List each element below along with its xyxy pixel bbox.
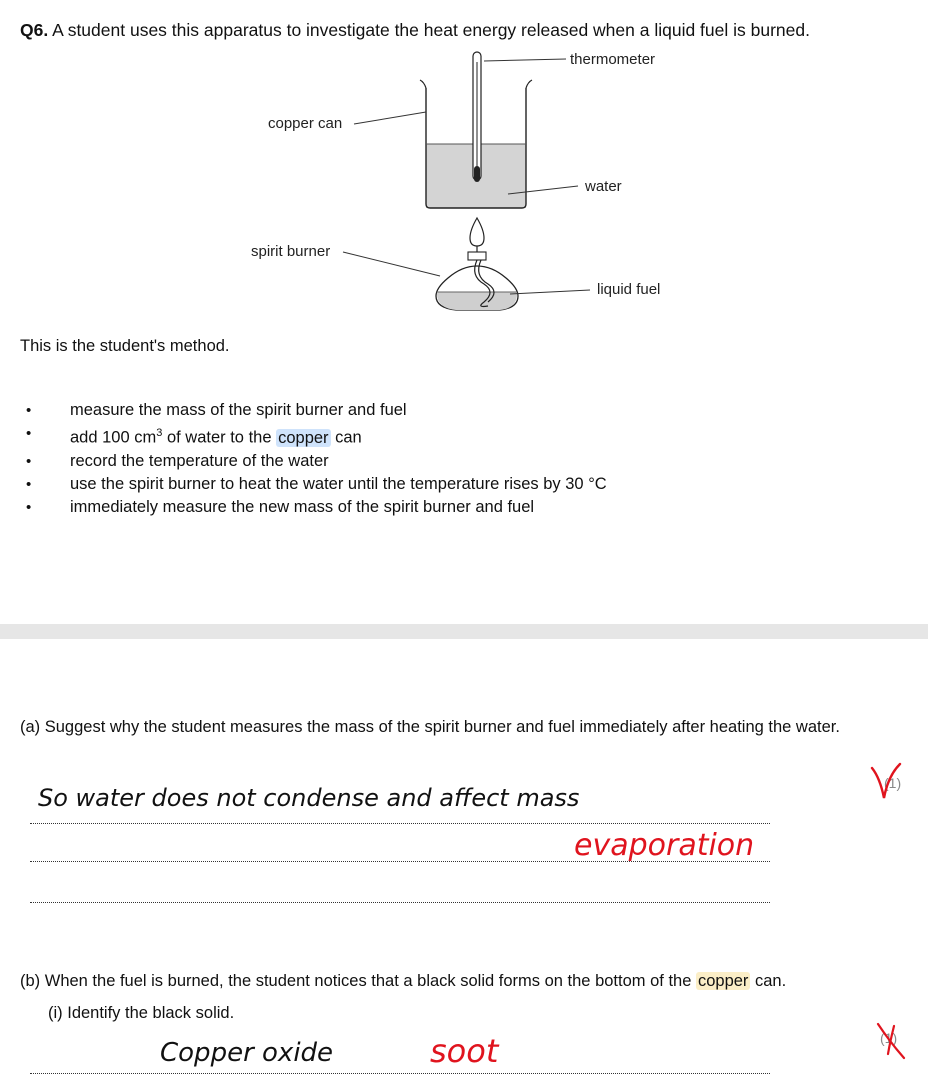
- part-b-marks: (1): [880, 1030, 898, 1046]
- question-text: A student uses this apparatus to investigate the heat energy released when a liquid fuel is burned.: [52, 20, 810, 40]
- part-a-question: (a) Suggest why the student measures the mass of the spirit burner and fuel immediately after heating the water.: [20, 718, 840, 736]
- apparatus-diagram: [0, 40, 928, 330]
- copper-can-label: copper can: [268, 115, 343, 132]
- method-step: • measure the mass of the spirit burner and fuel: [20, 399, 607, 422]
- part-a-answer: So water does not condense and affect mass: [38, 784, 580, 812]
- part-b-answer: Copper oxide: [160, 1038, 334, 1068]
- part-b-question: (b) When the fuel is burned, the student notices that a black solid forms on the bottom of the copper can.: [20, 972, 787, 990]
- water-label: water: [585, 178, 622, 195]
- thermometer: [473, 52, 481, 182]
- answer-line[interactable]: [30, 1073, 770, 1074]
- liquid-fuel-label: liquid fuel: [597, 281, 661, 298]
- page-divider: [0, 624, 928, 639]
- highlight-copper[interactable]: copper: [278, 428, 329, 447]
- part-b-correction: soot: [430, 1032, 499, 1070]
- thermometer-label: thermometer: [570, 51, 656, 68]
- method-step: • record the temperature of the water: [20, 450, 607, 473]
- answer-line[interactable]: [30, 902, 770, 903]
- red-cross-icon: [870, 1018, 910, 1064]
- spirit-burner-label: spirit burner: [251, 243, 331, 260]
- question-title: [20, 20, 810, 41]
- method-steps: [20, 399, 607, 520]
- red-tick-icon: [866, 760, 906, 806]
- method-step: • immediately measure the new mass of the spirit burner and fuel: [20, 496, 607, 519]
- part-b-i-question: (i) Identify the black solid.: [48, 1004, 235, 1022]
- answer-line[interactable]: [30, 861, 770, 862]
- spirit-burner: [436, 218, 518, 310]
- question-number: Q6.: [20, 20, 49, 40]
- answer-line[interactable]: [30, 823, 770, 824]
- highlight-copper[interactable]: copper: [697, 972, 749, 990]
- method-step: • add 100 $cm^3$ of water to the copper can: [20, 422, 607, 450]
- part-a-marks: (1): [884, 775, 902, 791]
- part-a-correction: evaporation: [574, 828, 755, 863]
- method-step: • use the spirit burner to heat the water until the temperature rises by 30 °C: [20, 473, 607, 496]
- method-intro: This is the student's method.: [20, 337, 230, 355]
